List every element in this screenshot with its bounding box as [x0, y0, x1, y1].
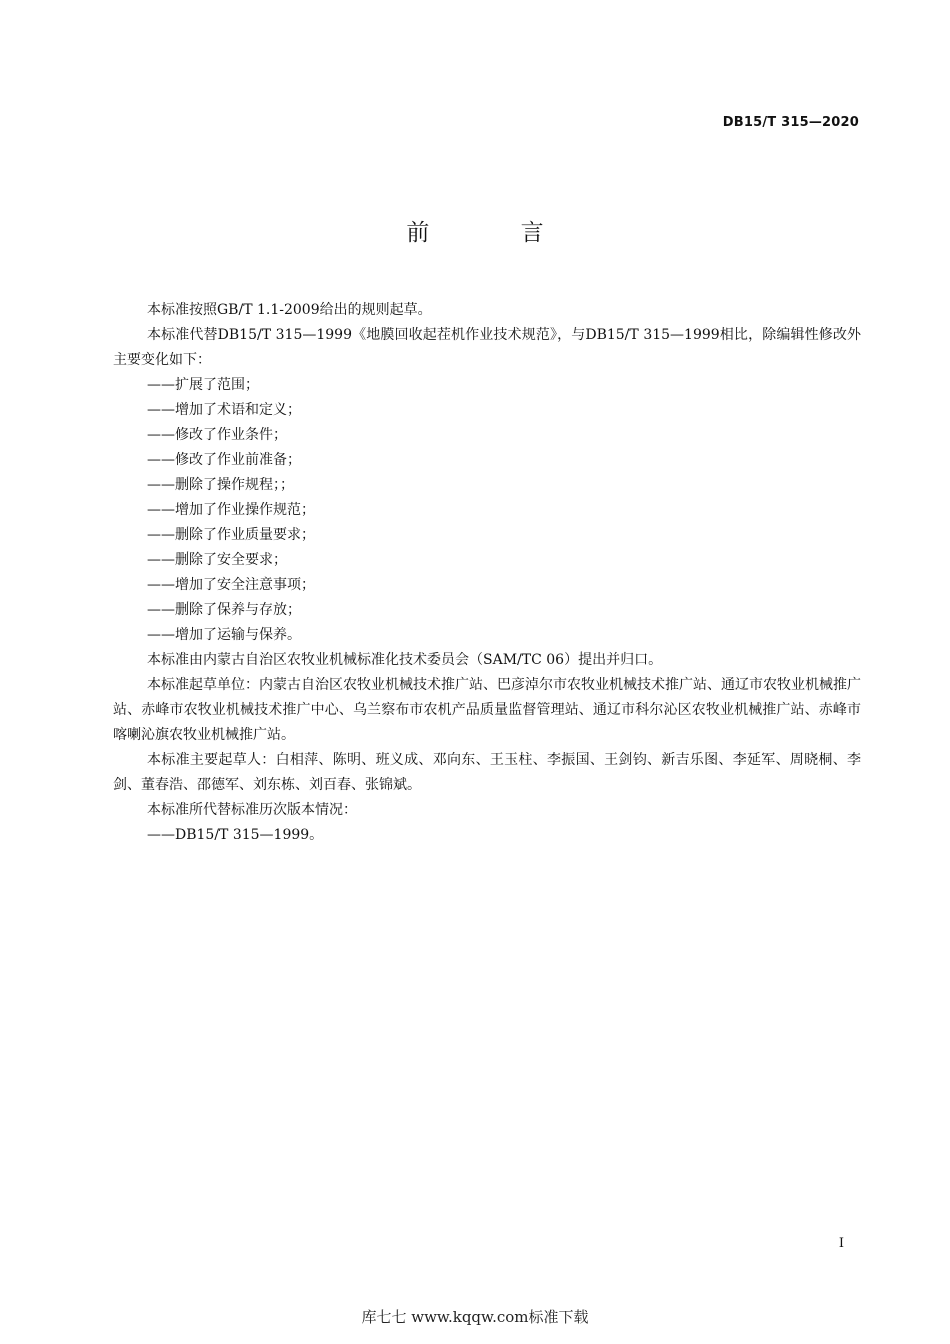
change-item: ——扩展了范围； [147, 377, 259, 393]
page-number: I [838, 1236, 844, 1251]
change-item: ——增加了作业操作规范； [147, 502, 315, 518]
page-title: 前 言 [406, 220, 586, 246]
paragraph-version-history: 本标准所代替标准历次版本情况： [147, 802, 357, 818]
change-item: ——修改了作业条件； [147, 427, 287, 443]
change-item: ——删除了保养与存放； [147, 602, 301, 618]
change-item: ——删除了安全要求； [147, 552, 287, 568]
change-item: ——修改了作业前准备； [147, 452, 301, 468]
paragraph-drafting-units: 本标准起草单位：内蒙古自治区农牧业机械技术推广站、巴彦淖尔市农牧业机械技术推广站、通辽市农牧业机械推广站、赤峰市农牧业机械技术推广中心、乌兰察布市农机产品质量监督管理站、通辽市科尔沁区农牧业机械推广站、赤峰市喀喇沁旗农牧业机械推广站。 [113, 677, 861, 743]
paragraph-proposer: 本标准由内蒙古自治区农牧业机械标准化技术委员会（SAM/TC 06）提出并归口。 [147, 652, 663, 668]
footer-watermark: 库七七 www.kqqw.com标准下载 [361, 1308, 589, 1326]
history-item: ——DB15/T 315—1999。 [147, 827, 324, 843]
change-item: ——删除了作业质量要求； [147, 527, 315, 543]
change-item: ——增加了运输与保养。 [147, 627, 301, 643]
paragraph-replacement: 本标准代替DB15/T 315—1999《地膜回收起茬机作业技术规范》，与DB15/T 315—1999相比，除编辑性修改外主要变化如下： [113, 327, 861, 368]
standard-code: DB15/T 315—2020 [722, 115, 859, 130]
change-item: ——增加了术语和定义； [147, 402, 301, 418]
change-item: ——删除了操作规程；； [147, 477, 294, 493]
paragraph-drafters: 本标准主要起草人：白相萍、陈明、班义成、邓向东、王玉柱、李振国、王剑钧、新吉乐图、李延军、周晓桐、李剑、董春浩、邵德军、刘东栋、刘百春、张锦斌。 [113, 752, 861, 793]
paragraph-drafting-rules: 本标准按照GB/T 1.1-2009给出的规则起草。 [147, 302, 432, 318]
foreword-body [113, 298, 861, 848]
change-item: ——增加了安全注意事项； [147, 577, 315, 593]
